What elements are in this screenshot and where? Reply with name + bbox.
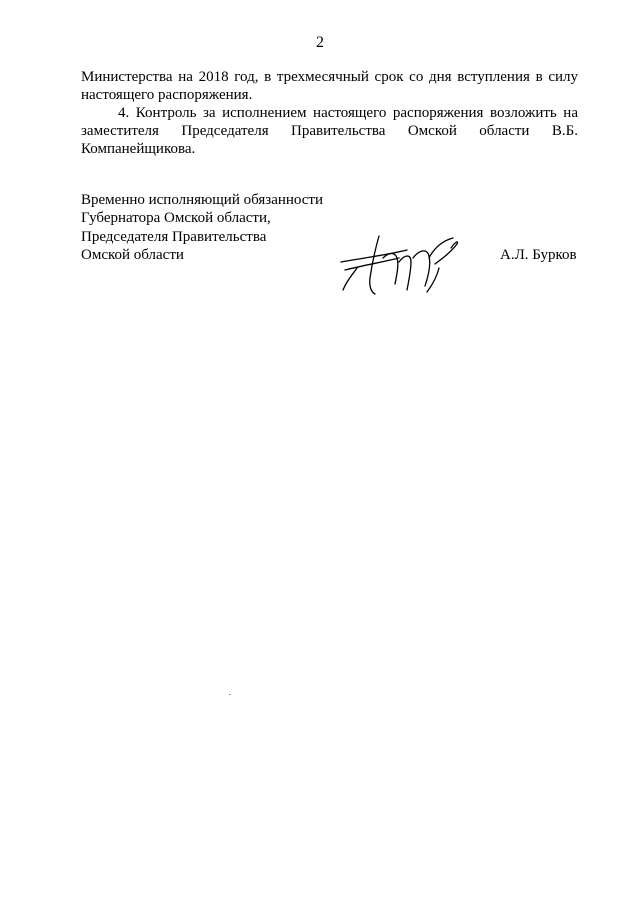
- page-number: 2: [316, 34, 324, 51]
- position-line-4: Омской области: [81, 246, 184, 263]
- position-line-3: Председателя Правительства: [81, 228, 267, 245]
- position-line-1: Временно исполняющий обязанности: [81, 192, 324, 208]
- scan-speck: [229, 694, 231, 695]
- paragraph-ministry-deadline: Министерства на 2018 год, в трехмесячный срок со дня вступления в силу настоящего распоряжения.: [81, 69, 578, 103]
- position-line-2: Губернатора Омской области,: [81, 210, 271, 227]
- paragraph-control-assignment: 4. Контроль за исполнением настоящего распоряжения возложить на заместителя Председателя Правительства Омской области В.Б. Компанейщикова.: [81, 105, 578, 157]
- handwritten-signature-icon: [335, 228, 470, 298]
- signatory-name: А.Л. Бурков: [500, 247, 577, 263]
